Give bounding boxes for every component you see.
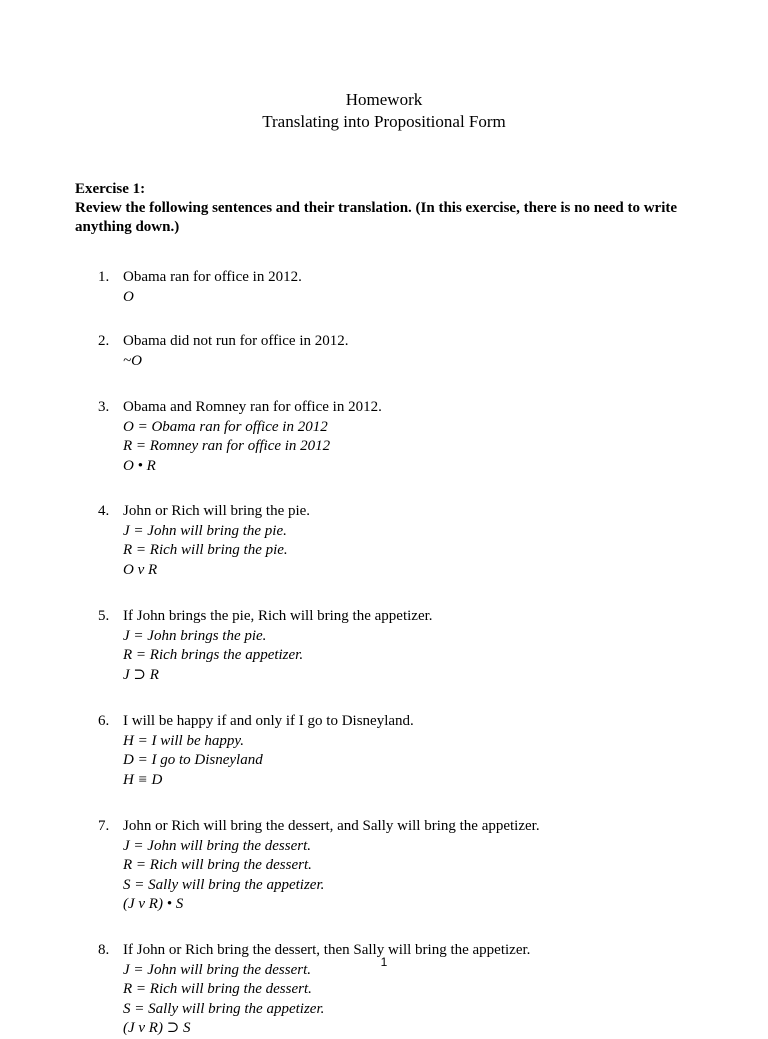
item-translation-line: O • R xyxy=(123,457,156,474)
item-translation-line: R = Rich will bring the dessert. xyxy=(123,981,312,997)
item-translation-line: R = Rich will bring the dessert. xyxy=(123,857,312,873)
item-translation-line: (J v R) • S xyxy=(123,896,184,912)
item-translation-line: J ⊃ R xyxy=(123,666,159,683)
exercise-instruction: Review the following sentences and their translation. (In this exercise, there is no need to write anything down.) xyxy=(75,200,678,235)
item-number: 7. xyxy=(98,818,110,834)
item-translation-line: O = Obama ran for office in 2012 xyxy=(123,418,328,435)
item-translation-line: D = I go to Disneyland xyxy=(123,752,263,768)
item-number: 1. xyxy=(98,269,110,285)
item-translation-line: (J v R) ⊃ S xyxy=(123,1020,191,1036)
item-body xyxy=(123,398,698,476)
item-translation-line: H ≡ D xyxy=(123,771,163,788)
item-translation-line: O v R xyxy=(123,561,158,578)
item-translation-line: O xyxy=(123,288,134,305)
item-body xyxy=(123,817,698,915)
item-number: 3. xyxy=(98,399,110,415)
item-body xyxy=(123,712,698,790)
item-number: 4. xyxy=(98,503,110,519)
item-sentence: If John or Rich bring the dessert, then Sally will bring the appetizer. xyxy=(123,942,531,958)
item-body xyxy=(123,502,698,580)
item-sentence: Obama did not run for office in 2012. xyxy=(123,333,349,349)
item-body xyxy=(123,268,698,307)
item-translation-line: ~O xyxy=(123,352,142,369)
item-sentence: John or Rich will bring the pie. xyxy=(123,503,311,519)
item-translation-line: J = John will bring the pie. xyxy=(123,522,287,539)
item-translation-line: H = I will be happy. xyxy=(123,732,244,749)
item-sentence: I will be happy if and only if I go to Disneyland. xyxy=(123,713,414,729)
item-number: 6. xyxy=(98,713,110,729)
item-sentence: Obama and Romney ran for office in 2012. xyxy=(123,399,382,415)
item-body xyxy=(123,607,698,685)
item-translation-line: S = Sally will bring the appetizer. xyxy=(123,876,325,893)
page-subtitle: Translating into Propositional Form xyxy=(262,112,506,131)
exercise-header xyxy=(75,180,695,237)
title-block xyxy=(0,89,768,133)
item-number: 2. xyxy=(98,333,110,349)
item-sentence: If John brings the pie, Rich will bring the appetizer. xyxy=(123,608,433,624)
item-translation-line: R = Rich brings the appetizer. xyxy=(123,647,304,663)
item-translation-line: J = John brings the pie. xyxy=(123,627,267,644)
item-translation-line: R = Rich will bring the pie. xyxy=(123,542,288,558)
item-translation-line: R = Romney ran for office in 2012 xyxy=(123,438,331,454)
item-translation-line: J = John will bring the dessert. xyxy=(123,961,312,978)
item-body xyxy=(123,332,698,371)
page-title: Homework xyxy=(345,90,423,109)
item-translation-line: J = John will bring the dessert. xyxy=(123,837,312,854)
page-number: 1 xyxy=(380,955,388,969)
item-number: 8. xyxy=(98,942,110,958)
item-sentence: John or Rich will bring the dessert, and Sally will bring the appetizer. xyxy=(123,818,540,834)
item-translation-line: S = Sally will bring the appetizer. xyxy=(123,1000,325,1017)
item-number: 5. xyxy=(98,608,110,624)
item-sentence: Obama ran for office in 2012. xyxy=(123,269,302,285)
exercise-label: Exercise 1: xyxy=(75,181,146,197)
